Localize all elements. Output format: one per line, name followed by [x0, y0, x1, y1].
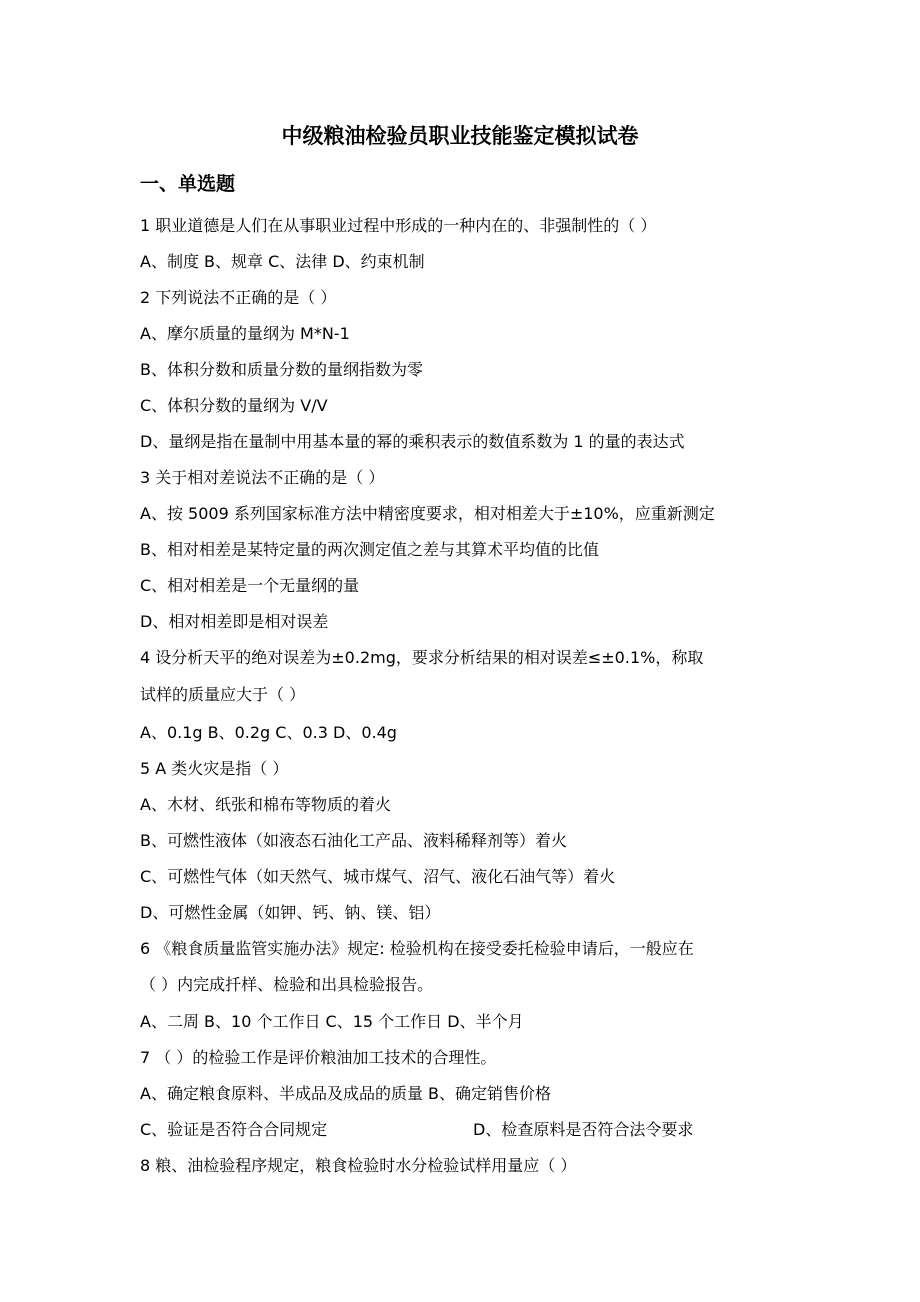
question-1: 1 职业道德是人们在从事职业过程中形成的一种内在的、非强制性的（ ）: [140, 216, 657, 235]
question-4-continued: 试样的质量应大于（ ）: [140, 685, 306, 704]
q2-option-b: B、体积分数和质量分数的量纲指数为零: [140, 360, 423, 379]
q7-options-ab: A、确定粮食原料、半成品及成品的质量 B、确定销售价格: [140, 1084, 552, 1103]
q3-option-d: D、相对相差即是相对误差: [140, 612, 329, 631]
question-4: 4 设分析天平的绝对误差为±0.2mg，要求分析结果的相对误差≤±0.1%，称取: [140, 648, 704, 667]
q3-option-c: C、相对相差是一个无量纲的量: [140, 576, 360, 595]
q7-option-d: D、检查原料是否符合法令要求: [473, 1120, 694, 1139]
question-2: 2 下列说法不正确的是（ ）: [140, 288, 337, 307]
q3-option-b: B、相对相差是某特定量的两次测定值之差与其算术平均值的比值: [140, 540, 599, 559]
q5-option-b: B、可燃性液体（如液态石油化工产品、液料稀释剂等）着火: [140, 831, 567, 850]
q4-options: A、0.1g B、0.2g C、0.3 D、0.4g: [140, 723, 397, 742]
question-8: 8 粮、油检验程序规定，粮食检验时水分检验试样用量应（ ）: [140, 1156, 577, 1175]
q6-options: A、二周 B、10 个工作日 C、15 个工作日 D、半个月: [140, 1012, 524, 1031]
q3-option-a: A、按 5009 系列国家标准方法中精密度要求，相对相差大于±10%，应重新测定: [140, 504, 715, 523]
q7-option-c: C、验证是否符合合同规定: [140, 1120, 328, 1139]
question-6-continued: （ ）内完成扦样、检验和出具检验报告。: [140, 975, 434, 994]
q5-option-a: A、木材、纸张和棉布等物质的着火: [140, 795, 391, 814]
page-title: 中级粮油检验员职业技能鉴定模拟试卷: [281, 124, 639, 148]
q2-option-d: D、量纲是指在量制中用基本量的幂的乘积表示的数值系数为 1 的量的表达式: [140, 432, 685, 451]
question-6: 6 《粮食质量监管实施办法》规定: 检验机构在接受委托检验申请后，一般应在: [140, 939, 694, 958]
question-3: 3 关于相对差说法不正确的是（ ）: [140, 468, 385, 487]
question-7: 7 （ ）的检验工作是评价粮油加工技术的合理性。: [140, 1048, 497, 1067]
section-heading: 一、单选题: [140, 173, 236, 195]
q2-option-c: C、体积分数的量纲为 V/V: [140, 396, 328, 415]
question-5: 5 A 类火灾是指（ ）: [140, 759, 289, 778]
q1-options: A、制度 B、规章 C、法律 D、约束机制: [140, 252, 425, 271]
q5-option-d: D、可燃性金属（如钾、钙、钠、镁、铝）: [140, 903, 441, 922]
q5-option-c: C、可燃性气体（如天然气、城市煤气、沼气、液化石油气等）着火: [140, 867, 616, 886]
q2-option-a: A、摩尔质量的量纲为 M*N-1: [140, 324, 350, 343]
